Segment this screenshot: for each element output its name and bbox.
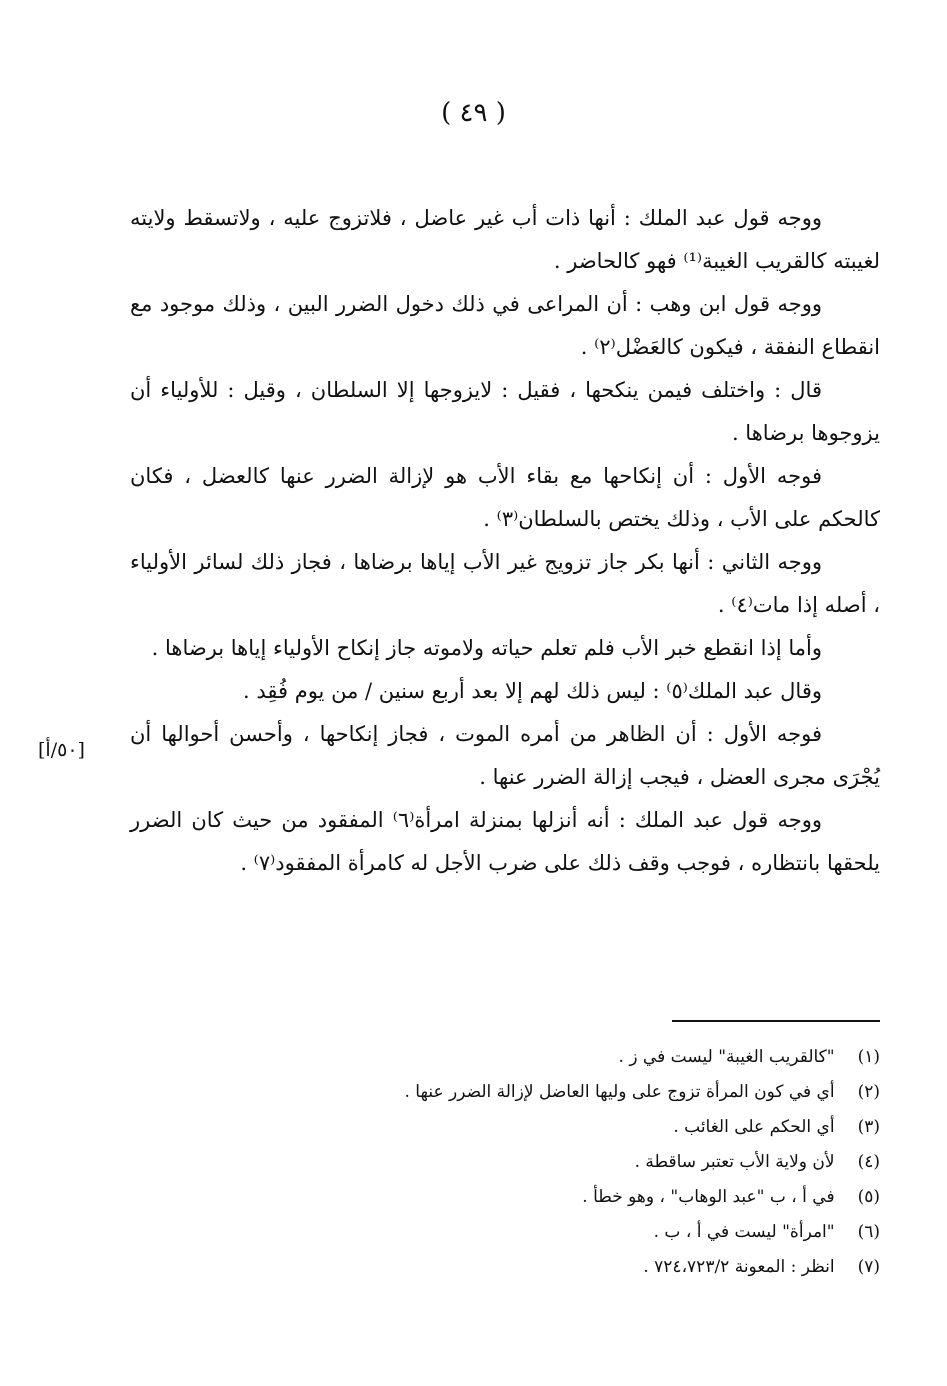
footnote-number: (٧)	[857, 1257, 880, 1277]
footnote-separator	[672, 1020, 880, 1022]
footnote-number: (٣)	[857, 1117, 880, 1137]
footnote	[130, 1215, 880, 1250]
footnote	[130, 1040, 880, 1075]
footnote-number: (٦)	[857, 1222, 880, 1242]
footnote-number: (١)	[857, 1047, 880, 1067]
paragraph: ووجه الثاني : أنها بكر جاز تزويج غير الأب إياها برضاها ، فجاز ذلك لسائر الأولياء ، أصله إذا مات⁽٤⁾ .	[130, 550, 880, 617]
footnote	[130, 1075, 880, 1110]
footnote	[130, 1250, 880, 1285]
footnote-text: في أ ، ب "عبد الوهاب" ، وهو خطأ .	[582, 1187, 835, 1207]
footnote	[130, 1110, 880, 1145]
paragraph: ووجه قول عبد الملك : أنه أنزلها بمنزلة امرأة⁽٦⁾ المفقود من حيث كان الضرر يلحقها بانتظاره ، فوجب وقف ذلك على ضرب الأجل له كامرأة المفقود⁽٧⁾ .	[130, 808, 880, 875]
footnote	[130, 1180, 880, 1215]
footnote	[130, 1145, 880, 1180]
footnote-text: "امرأة" ليست في أ ، ب .	[653, 1222, 835, 1242]
main-text	[130, 197, 880, 885]
footnotes	[130, 1040, 880, 1285]
paragraph: وأما إذا انقطع خبر الأب فلم تعلم حياته ولاموته جاز إنكاح الأولياء إياها برضاها .	[151, 636, 822, 660]
folio-margin-note: [٥٠/أ]	[38, 739, 85, 761]
paragraph: ووجه قول ابن وهب : أن المراعى في ذلك دخول الضرر البين ، وذلك موجود مع انقطاع النفقة ، فيكون كالعَضْل⁽٢⁾ .	[130, 292, 880, 359]
footnote-number: (٤)	[857, 1152, 880, 1172]
paragraph: قال : واختلف فيمن ينكحها ، فقيل : لايزوجها إلا السلطان ، وقيل : للأولياء أن يزوجوها برضاها .	[130, 378, 880, 445]
paragraph: فوجه الأول : أن الظاهر من أمره الموت ، فجاز إنكاحها ، وأحسن أحوالها أن يُجْرَى مجرى العضل ، فيجب إزالة الضرر عنها .	[130, 722, 880, 789]
footnote-number: (٢)	[857, 1082, 880, 1102]
footnote-text: أي الحكم على الغائب .	[673, 1117, 835, 1137]
footnote-number: (٥)	[857, 1187, 880, 1207]
paragraph: ووجه قول عبد الملك : أنها ذات أب غير عاضل ، فلاتزوج عليه ، ولاتسقط ولايته لغيبته كالقريب الغيبة⁽¹⁾ فهو كالحاضر .	[130, 206, 880, 273]
footnote-text: انظر : المعونة ٧٢٤،٧٢٣/٢ .	[643, 1257, 835, 1277]
paragraph: فوجه الأول : أن إنكاحها مع بقاء الأب هو لإزالة الضرر عنها كالعضل ، فكان كالحكم على الأب ، وذلك يختص بالسلطان⁽٣⁾ .	[130, 464, 880, 531]
page-number: ( ٤٩ )	[441, 98, 506, 128]
footnote-text: "كالقريب الغيبة" ليست في ز .	[618, 1047, 835, 1067]
footnote-text: أي في كون المرأة تزوج على وليها العاضل لإزالة الضرر عنها .	[404, 1082, 835, 1102]
footnote-text: لأن ولاية الأب تعتبر ساقطة .	[634, 1152, 835, 1172]
paragraph: وقال عبد الملك⁽٥⁾ : ليس ذلك لهم إلا بعد أربع سنين / من يوم فُقِد .	[243, 679, 822, 703]
